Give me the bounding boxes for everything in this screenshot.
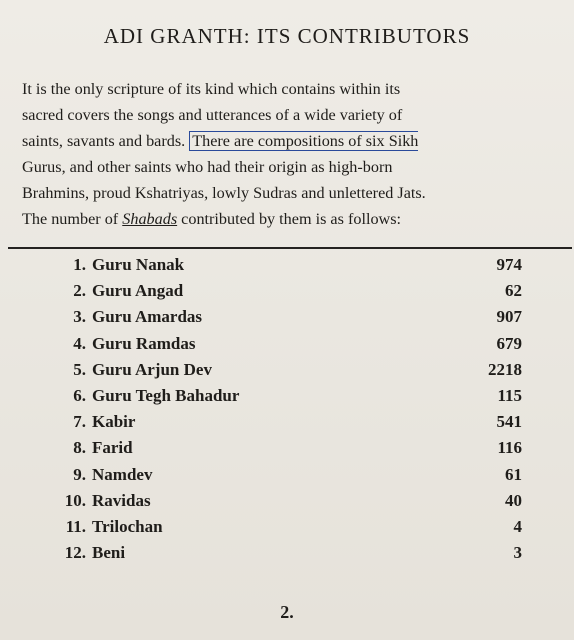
page-title: ADI GRANTH: ITS CONTRIBUTORS — [103, 24, 471, 48]
shabad-count: 2218 — [488, 359, 522, 379]
contributor-name: Namdev — [92, 464, 153, 484]
shabad-count: 541 — [496, 412, 522, 432]
contributor-number: 1. — [73, 255, 86, 274]
contributor-name: Guru Angad — [92, 281, 184, 301]
contributor-name: Guru Ramdas — [92, 333, 196, 353]
intro-paragraph — [22, 76, 570, 232]
shabads-term: Shabads — [122, 210, 178, 228]
shabad-count: 116 — [497, 438, 522, 458]
contributor-number: 4. — [73, 333, 86, 353]
paragraph-line-4: Gurus, and other saints who had their origin as high-born — [22, 158, 393, 176]
contributor-row — [0, 360, 574, 386]
contributor-name: Guru Arjun Dev — [92, 359, 212, 379]
contributor-row — [0, 307, 574, 333]
shabad-count: 907 — [496, 307, 522, 327]
contributor-number: 11. — [65, 516, 86, 536]
paragraph-line-3 — [22, 128, 570, 154]
contributor-name: Beni — [92, 543, 126, 563]
shabad-count: 61 — [505, 464, 522, 484]
horizontal-rule — [8, 247, 572, 249]
contributor-row — [0, 281, 574, 307]
shabad-count: 62 — [505, 281, 522, 301]
paragraph-line-6 — [22, 206, 570, 232]
paragraph-line-1: It is the only scripture of its kind which contains within its — [22, 80, 401, 98]
contributor-number: 3. — [73, 307, 86, 327]
paragraph-line-5: Brahmins, proud Kshatriyas, lowly Sudras and unlettered Jats. — [22, 184, 426, 202]
contributor-number: 8. — [73, 438, 86, 458]
contributor-number: 12. — [64, 543, 86, 563]
contributor-name: Ravidas — [92, 490, 151, 510]
contributor-row — [0, 491, 574, 517]
contributor-row — [0, 255, 574, 281]
contributor-name: Guru Tegh Bahadur — [92, 385, 240, 405]
shabad-count: 40 — [505, 490, 522, 510]
contributor-name: Guru Nanak — [92, 255, 185, 274]
paragraph-line-2: sacred covers the songs and utterances of a wide variety of — [22, 106, 403, 124]
contributor-row — [0, 386, 574, 412]
contributor-row — [0, 334, 574, 360]
contributor-row — [0, 438, 574, 464]
contributor-name: Guru Amardas — [92, 307, 203, 327]
paragraph-line-6-end: contributed by them is as follows: — [177, 210, 402, 228]
shabad-count: 115 — [497, 385, 522, 405]
contributor-row — [0, 465, 574, 491]
contributors-list — [0, 255, 574, 569]
contributor-name: Trilochan — [92, 516, 163, 536]
contributor-number: 9. — [73, 464, 86, 484]
shabad-count: 3 — [513, 543, 522, 563]
contributor-name: Farid — [92, 438, 133, 458]
contributor-number: 10. — [64, 490, 86, 510]
shabad-count: 679 — [496, 333, 522, 353]
contributor-row — [0, 517, 574, 543]
paragraph-line-3-start: saints, savants and bards. — [22, 132, 186, 150]
contributor-number: 5. — [73, 359, 86, 379]
page-number: 2. — [280, 602, 294, 622]
shabad-count: 4 — [513, 516, 522, 536]
contributor-row — [0, 543, 574, 569]
contributor-number: 2. — [73, 281, 86, 301]
paragraph-line-3-bracketed: There are compositions of six Sikh — [189, 131, 418, 151]
contributor-number: 7. — [73, 412, 86, 432]
contributor-name: Kabir — [92, 412, 136, 432]
shabad-count: 974 — [496, 255, 522, 274]
contributor-number: 6. — [73, 385, 86, 405]
contributor-row — [0, 412, 574, 438]
paragraph-line-6-start: The number of — [22, 210, 123, 228]
